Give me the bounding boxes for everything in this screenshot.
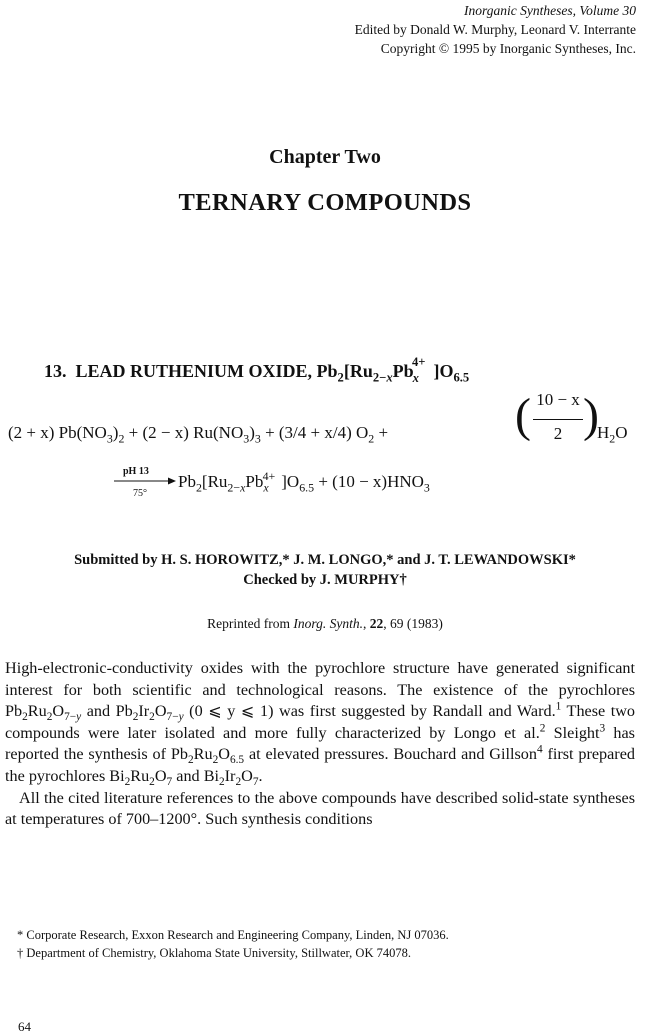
page-header (355, 1, 636, 58)
author-list: H. S. HOROWITZ,* J. M. LONGO,* and J. T. LEWANDOWSKI* (161, 552, 576, 568)
fraction-denominator: 2 (553, 424, 563, 443)
reprint-citation: Reprinted from Inorg. Synth., 22, 69 (1983) (207, 616, 443, 631)
reaction-condition-temperature: 75° (133, 488, 147, 499)
fraction-numerator: 10 − x (536, 390, 580, 409)
article-title: 13. LEAD RUTHENIUM OXIDE, $Pb_2[Ru_{2-x}Pb_x^{4+}$ ]$O_{6.5}$ (44, 355, 470, 385)
paragraph-2: All the cited literature references to the above compounds have described solid-state syntheses at temperatures of 700–1200°. Such synthesis conditions (5, 788, 635, 829)
body-text (5, 658, 635, 831)
article-name: LEAD RUTHENIUM OXIDE, (75, 361, 317, 381)
article-formula: $Pb_2[Ru_{2-x}Pb_x^{4+}$ ] (316, 355, 440, 385)
fraction-bar (533, 419, 583, 420)
water-term: $H_2O$ (597, 423, 628, 446)
submitted-by-line: Submitted by H. S. HOROWITZ,* J. M. LONGO,* and J. T. LEWANDOWSKI* (74, 552, 576, 568)
footnote-affiliation-2: † Department of Chemistry, Oklahoma State University, Stillwater, OK 74078. (17, 946, 411, 960)
copyright-line: Copyright © 1995 by Inorganic Syntheses, Inc. (380, 41, 636, 56)
water-coefficient-fraction: ( 10 − x 2 ) (515, 389, 599, 443)
article-number: 13. (44, 361, 67, 381)
reaction-condition-ph: pH 13 (123, 466, 149, 477)
footnote-affiliation-1: * Corporate Research, Exxon Research and Engineering Company, Linden, NJ 07036. (17, 928, 449, 942)
chapter-title: TERNARY COMPOUNDS (178, 189, 472, 216)
reaction-equation (8, 386, 644, 452)
page-number: 64 (18, 1019, 31, 1034)
editors-line: Edited by Donald W. Murphy, Leonard V. Interrante (354, 22, 636, 37)
checked-by-line: Checked by J. MURPHY† (243, 572, 407, 588)
paragraph-1: High-electronic-conductivity oxides with the pyrochlore structure have generated significant interest for both scientific and technological reasons. The existence of the pyrochlores $Pb_2Ru_2O_{7-y}$ and $Pb_2Ir_2O_{7-y}$ (0 ⩽ y ⩽ 1) was first suggested by Randall and Ward.$^1$ These two compounds were later isolated and more fully characterized by Longo et al.$^2$ Sleight$^3$ has reported the synthesis of $Pb_2Ru_2O_{6.5}$ at elevated pressures. Bouchard and Gillson$^4$ first prepared the pyrochlores $Bi_2Ru_2O_7$ and $Bi_2Ir_2O_7$. (5, 659, 636, 789)
equation-reactants: (2 + x) $Pb(NO_3)_2 + (2 - x) Ru(NO_3)_3 + (3/4 + x/4) O_2$ + (8, 423, 389, 446)
equation-products: $Pb_2[Ru_{2-x}Pb_x^{4+}$ ]$O_{6.5} + (10 - x)HNO_3$ (178, 469, 430, 495)
chapter-label: Chapter Two (269, 146, 381, 168)
reaction-arrow (114, 477, 176, 485)
series-title: Inorganic Syntheses, Volume 30 (464, 3, 636, 18)
